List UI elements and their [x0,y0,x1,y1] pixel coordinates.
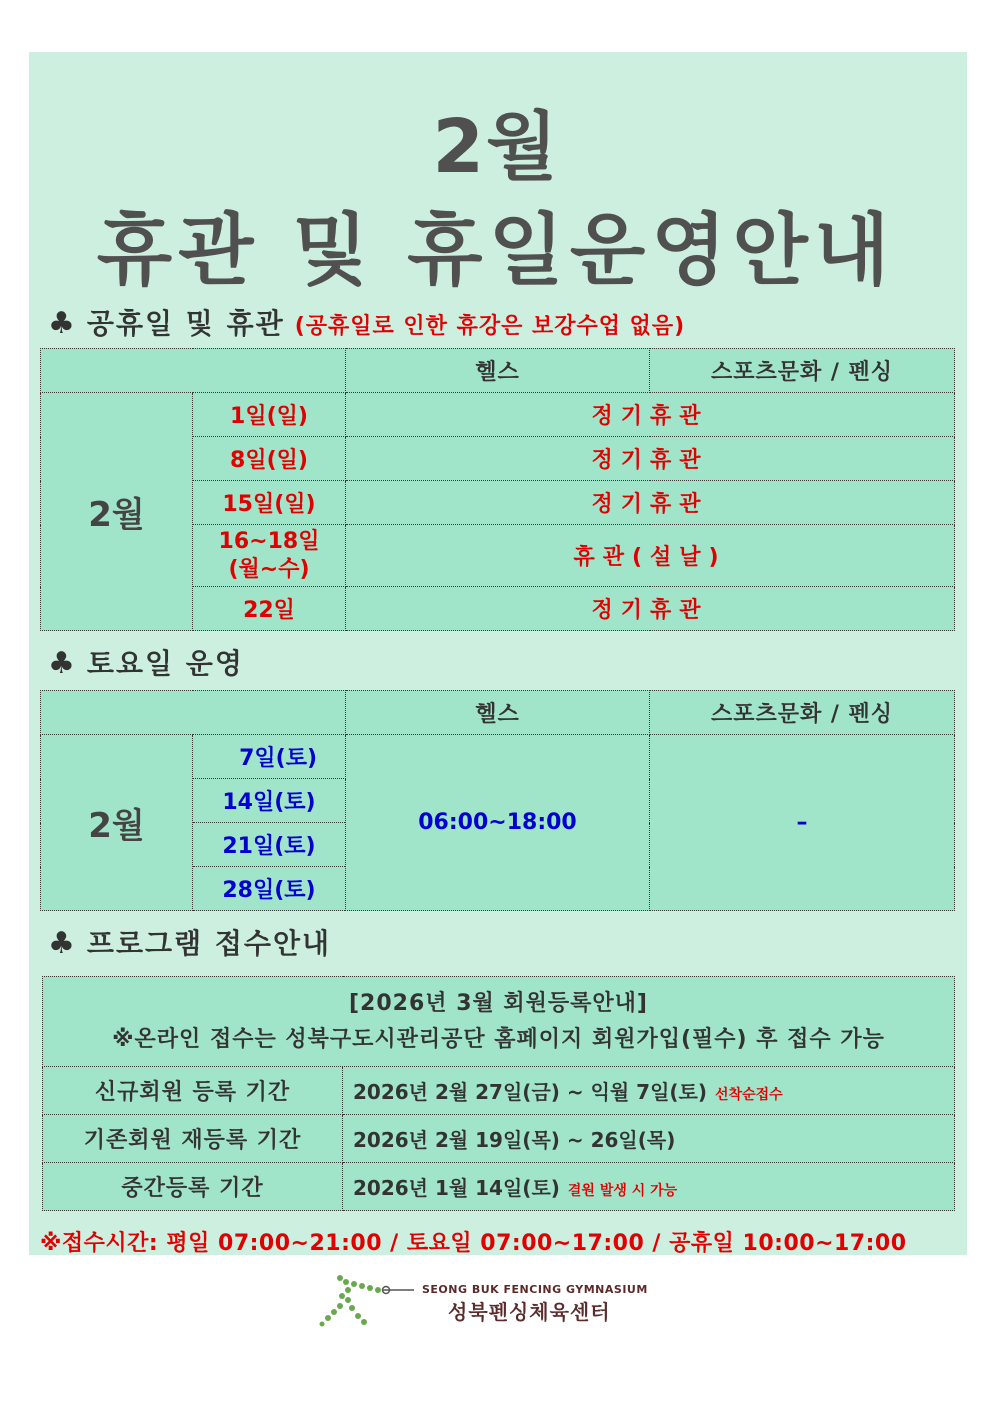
header-health: 헬스 [346,691,650,735]
health-hours: 06:00~18:00 [346,735,650,911]
status-cell: 정기휴관 [346,437,955,481]
date-range-line2: (월~수) [228,556,310,582]
logo-english-name: SEONG BUK FENCING GYMNASIUM [422,1283,648,1296]
saturday-table [40,690,955,911]
status-cell: 정기휴관 [346,393,955,437]
header-blank [41,691,346,735]
date-cell: 22일 [193,587,346,631]
registration-title: [2026년 3월 회원등록안내] [349,990,648,1016]
registration-value: 2026년 2월 19일(목) ~ 26일(목) [353,1128,676,1152]
date-cell: 1일(일) [193,393,346,437]
registration-period [343,1067,955,1115]
holidays-table [40,348,955,631]
page-title: 휴관 및 휴일운영안내 [96,206,896,296]
header-sports: 스포츠문화 / 펜싱 [650,349,955,393]
registration-value: 2026년 1월 14일(토) [353,1176,560,1200]
registration-online-note: ※온라인 접수는 성북구도시관리공단 홈페이지 회원가입(필수) 후 접수 가능 [112,1026,885,1052]
reception-hours-note: ※접수시간: 평일 07:00~21:00 / 토요일 07:00~17:00 / 공휴일 10:00~17:00 [40,1231,907,1256]
header-sports: 스포츠문화 / 펜싱 [650,691,955,735]
saturday-date: 21일(토) [193,823,346,867]
club-suit-icon: ♣ [48,646,77,681]
date-cell: 15일(일) [193,481,346,525]
registration-period [343,1115,955,1163]
registration-label: 중간등록 기간 [43,1163,343,1211]
header-health: 헬스 [346,349,650,393]
header-blank [41,349,346,393]
registration-value: 2026년 2월 27일(금) ~ 익월 7일(토) [353,1080,708,1104]
month-cell: 2월 [41,393,193,631]
registration-label: 기존회원 재등록 기간 [43,1115,343,1163]
status-cell: 휴관(설날) [346,525,955,587]
sports-hours: – [650,735,955,911]
page-title-month: 2월 [432,104,560,190]
saturday-date: 28일(토) [193,867,346,911]
registration-table [42,976,955,1211]
logo-korean-name: 성북펜싱체육센터 [448,1300,611,1324]
club-suit-icon: ♣ [48,306,77,341]
section-saturday-heading [48,642,244,682]
saturday-date: 7일(토) [193,735,346,779]
registration-period [343,1163,955,1211]
date-range-line1: 16~18일 [218,528,320,554]
status-cell: 정기휴관 [346,481,955,525]
registration-header [43,977,955,1067]
section-holidays-heading [48,302,685,342]
month-cell: 2월 [41,735,193,911]
section-note: (공휴일로 인한 휴강은 보강수업 없음) [294,314,686,339]
status-cell: 정기휴관 [346,587,955,631]
registration-note: 결원 발생 시 가능 [567,1183,678,1199]
section-title: 공휴일 및 휴관 [86,307,285,340]
saturday-date: 14일(토) [193,779,346,823]
club-suit-icon: ♣ [48,926,77,961]
section-title: 프로그램 접수안내 [86,927,332,960]
date-cell: 8일(일) [193,437,346,481]
registration-label: 신규회원 등록 기간 [43,1067,343,1115]
section-title: 토요일 운영 [86,647,244,680]
section-registration-heading [48,922,331,962]
date-range-cell [193,525,346,587]
registration-note: 선착순접수 [715,1087,783,1103]
